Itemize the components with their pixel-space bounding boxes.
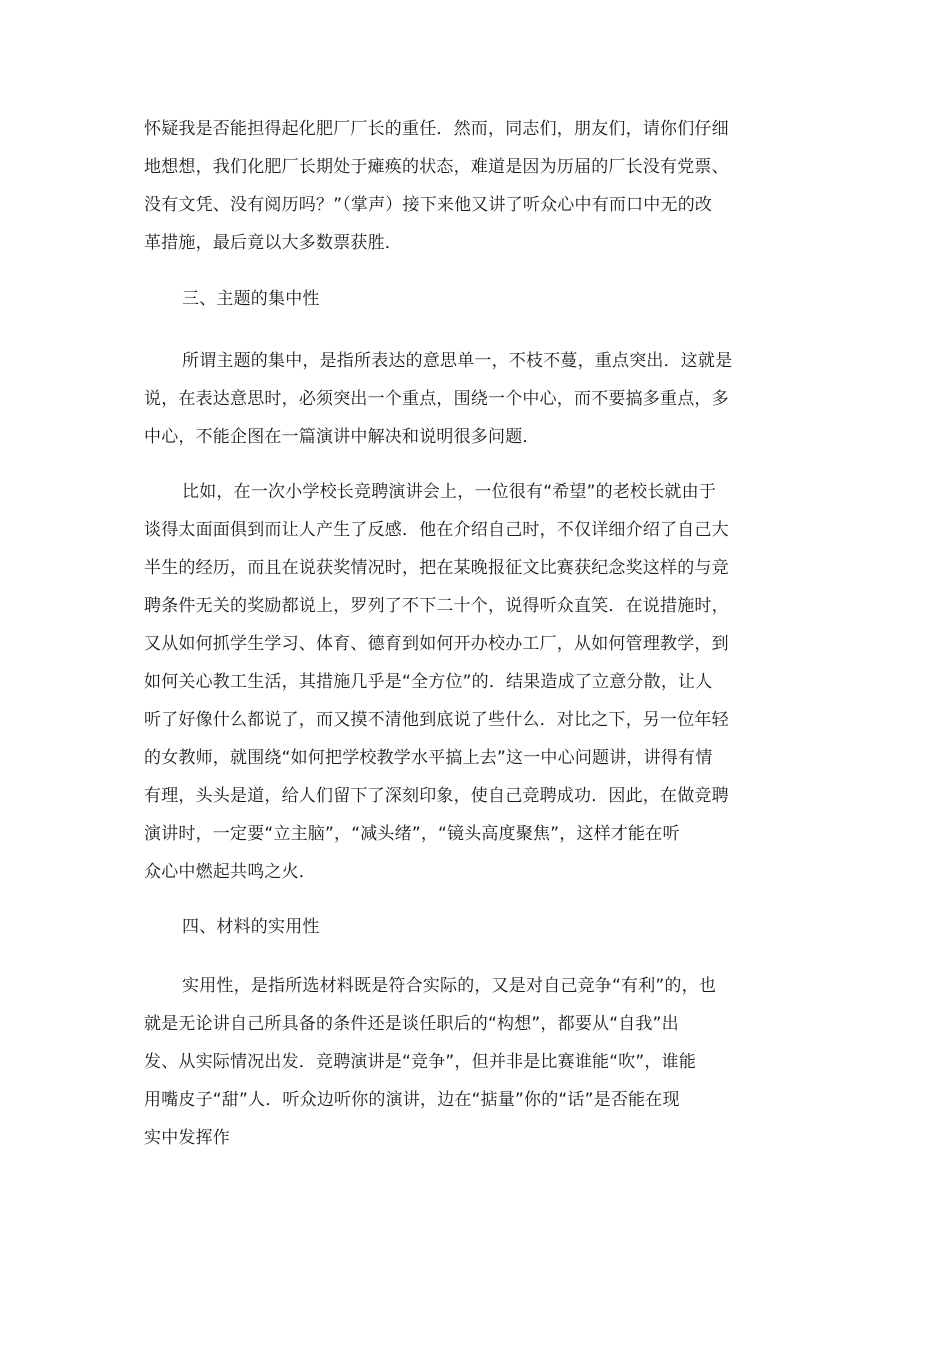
paragraph-line: 的女教师，就围绕“如何把学校教学水平搞上去”这一中心问题讲，讲得有情 <box>144 748 713 768</box>
section-heading-4: 四、材料的实用性 <box>182 917 320 937</box>
paragraph-line: 比如，在一次小学校长竞聘演讲会上，一位很有“希望”的老校长就由于 <box>182 482 717 502</box>
section-heading-3: 三、主题的集中性 <box>182 289 320 309</box>
paragraph-line: 听了好像什么都说了，而又摸不清他到底说了些什么．对比之下，另一位年轻 <box>144 710 729 730</box>
paragraph-line: 用嘴皮子“甜”人．听众边听你的演讲，边在“掂量”你的“话”是否能在现 <box>144 1090 680 1110</box>
paragraph-line: 实用性，是指所选材料既是符合实际的，又是对自己竞争“有利”的，也 <box>182 976 717 996</box>
paragraph-line: 地想想，我们化肥厂长期处于瘫痪的状态，难道是因为历届的厂长没有党票、 <box>144 157 729 177</box>
paragraph-line: 如何关心教工生活，其措施几乎是“全方位”的．结果造成了立意分散，让人 <box>144 672 713 692</box>
paragraph-line: 就是无论讲自己所具备的条件还是谈任职后的“构想”，都要从“自我”出 <box>144 1014 679 1034</box>
paragraph-example <box>144 473 764 891</box>
paragraph-line: 说，在表达意思时，必须突出一个重点，围绕一个中心，而不要搞多重点，多 <box>144 389 729 409</box>
paragraph-line: 众心中燃起共鸣之火． <box>144 862 316 882</box>
paragraph-line: 实中发挥作 <box>144 1128 230 1148</box>
paragraph-line: 中心，不能企图在一篇演讲中解决和说明很多问题． <box>144 427 540 447</box>
paragraph-line: 怀疑我是否能担得起化肥厂厂长的重任．然而，同志们，朋友们，请你们仔细 <box>144 119 729 139</box>
paragraph-line: 没有文凭、没有阅历吗？”（掌声）接下来他又讲了听众心中有而口中无的改 <box>144 195 713 215</box>
paragraph-line: 又从如何抓学生学习、体育、德育到如何开办校办工厂，从如何管理教学，到 <box>144 634 729 654</box>
paragraph-theme-definition <box>144 342 764 456</box>
paragraph-line: 谈得太面面俱到而让人产生了反感．他在介绍自己时，不仅详细介绍了自己大 <box>144 520 729 540</box>
paragraph-line: 所谓主题的集中，是指所表达的意思单一，不枝不蔓，重点突出．这就是 <box>182 351 733 371</box>
paragraph-line: 有理，头头是道，给人们留下了深刻印象，使自己竞聘成功．因此，在做竞聘 <box>144 786 729 806</box>
paragraph-line: 发、从实际情况出发．竞聘演讲是“竞争”，但并非是比赛谁能“吹”，谁能 <box>144 1052 697 1072</box>
paragraph-line: 演讲时，一定要“立主脑”，“减头绪”，“镜头高度聚焦”，这样才能在听 <box>144 824 680 844</box>
paragraph-continued <box>144 110 764 262</box>
paragraph-line: 聘条件无关的奖励都说上，罗列了不下二十个，说得听众直笑．在说措施时， <box>144 596 729 616</box>
paragraph-line: 革措施，最后竟以大多数票获胜． <box>144 233 402 253</box>
paragraph-line: 半生的经历，而且在说获奖情况时，把在某晚报征文比赛获纪念奖这样的与竞 <box>144 558 729 578</box>
paragraph-practicality <box>144 967 764 1157</box>
